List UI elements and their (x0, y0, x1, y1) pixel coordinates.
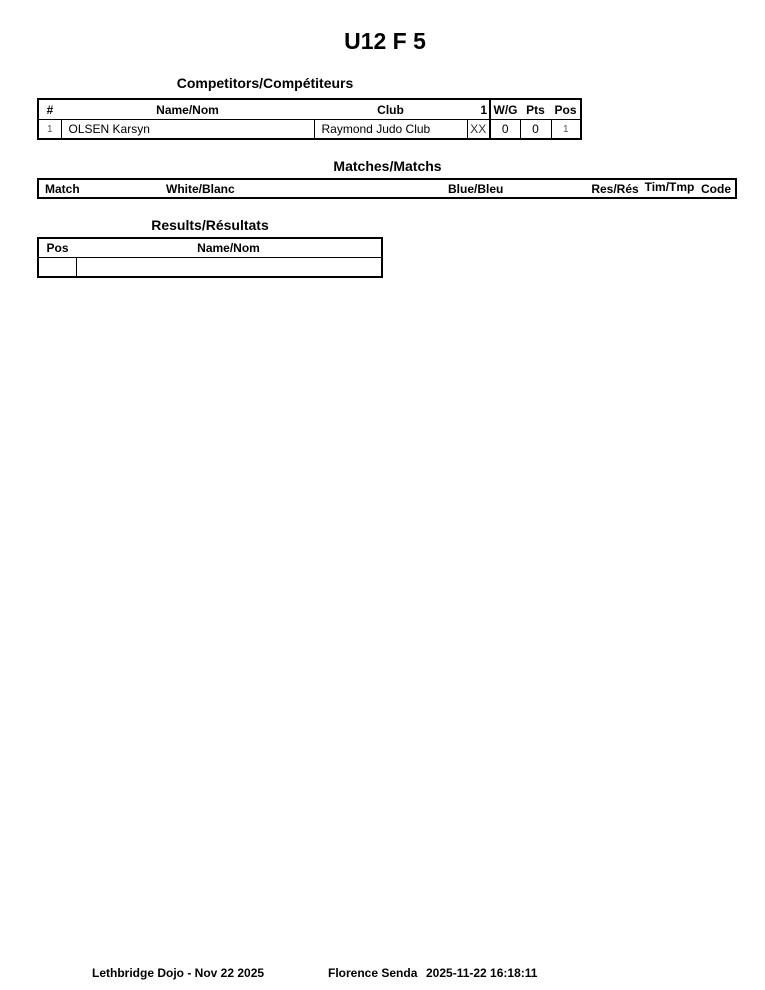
matches-header-row (38, 179, 736, 198)
footer-timestamp: 2025-11-22 16:18:11 (426, 966, 538, 980)
col-pos-header: Pos (551, 99, 581, 120)
results-header-row (38, 238, 382, 258)
col-match-header: Match (45, 181, 80, 196)
competitor-num: 1 (38, 120, 61, 140)
matches-table (37, 178, 737, 199)
col-round1-header: 1 (467, 99, 490, 120)
competitor-club: Raymond Judo Club (314, 120, 467, 140)
col-code-header: Code (701, 181, 731, 196)
col-pos-header: Pos (38, 238, 76, 258)
col-white-header: White/Blanc (166, 181, 235, 196)
results-table (37, 237, 383, 278)
col-res-header: Res/Rés (591, 181, 639, 196)
competitor-pos: 1 (562, 123, 569, 135)
col-pts-header: Pts (520, 99, 551, 120)
result-pos-cell (38, 258, 76, 278)
table-row (38, 258, 382, 278)
col-name-header: Name/Nom (76, 238, 382, 258)
competitors-heading: Competitors/Compétiteurs (176, 75, 354, 91)
matches-heading: Matches/Matchs (333, 158, 442, 174)
results-heading: Results/Résultats (151, 217, 269, 233)
page-title: U12 F 5 (344, 28, 426, 54)
competitor-round1: XX (467, 120, 490, 140)
competitor-pts: 0 (520, 120, 551, 140)
competitor-wg: 0 (490, 120, 520, 140)
col-tim-header: Tim/Tmp (644, 180, 695, 194)
competitors-header-row (38, 99, 581, 120)
competitors-table (37, 98, 582, 140)
col-num-header: # (38, 99, 61, 120)
footer-operator: Florence Senda (328, 966, 418, 980)
competitor-name: OLSEN Karsyn (61, 120, 314, 140)
col-wg-header: W/G (490, 99, 520, 120)
result-name-cell (76, 258, 382, 278)
table-row (38, 120, 581, 140)
col-name-header: Name/Nom (61, 99, 314, 120)
col-club-header: Club (314, 99, 467, 120)
col-blue-header: Blue/Bleu (448, 181, 504, 196)
footer-event: Lethbridge Dojo - Nov 22 2025 (92, 966, 265, 980)
